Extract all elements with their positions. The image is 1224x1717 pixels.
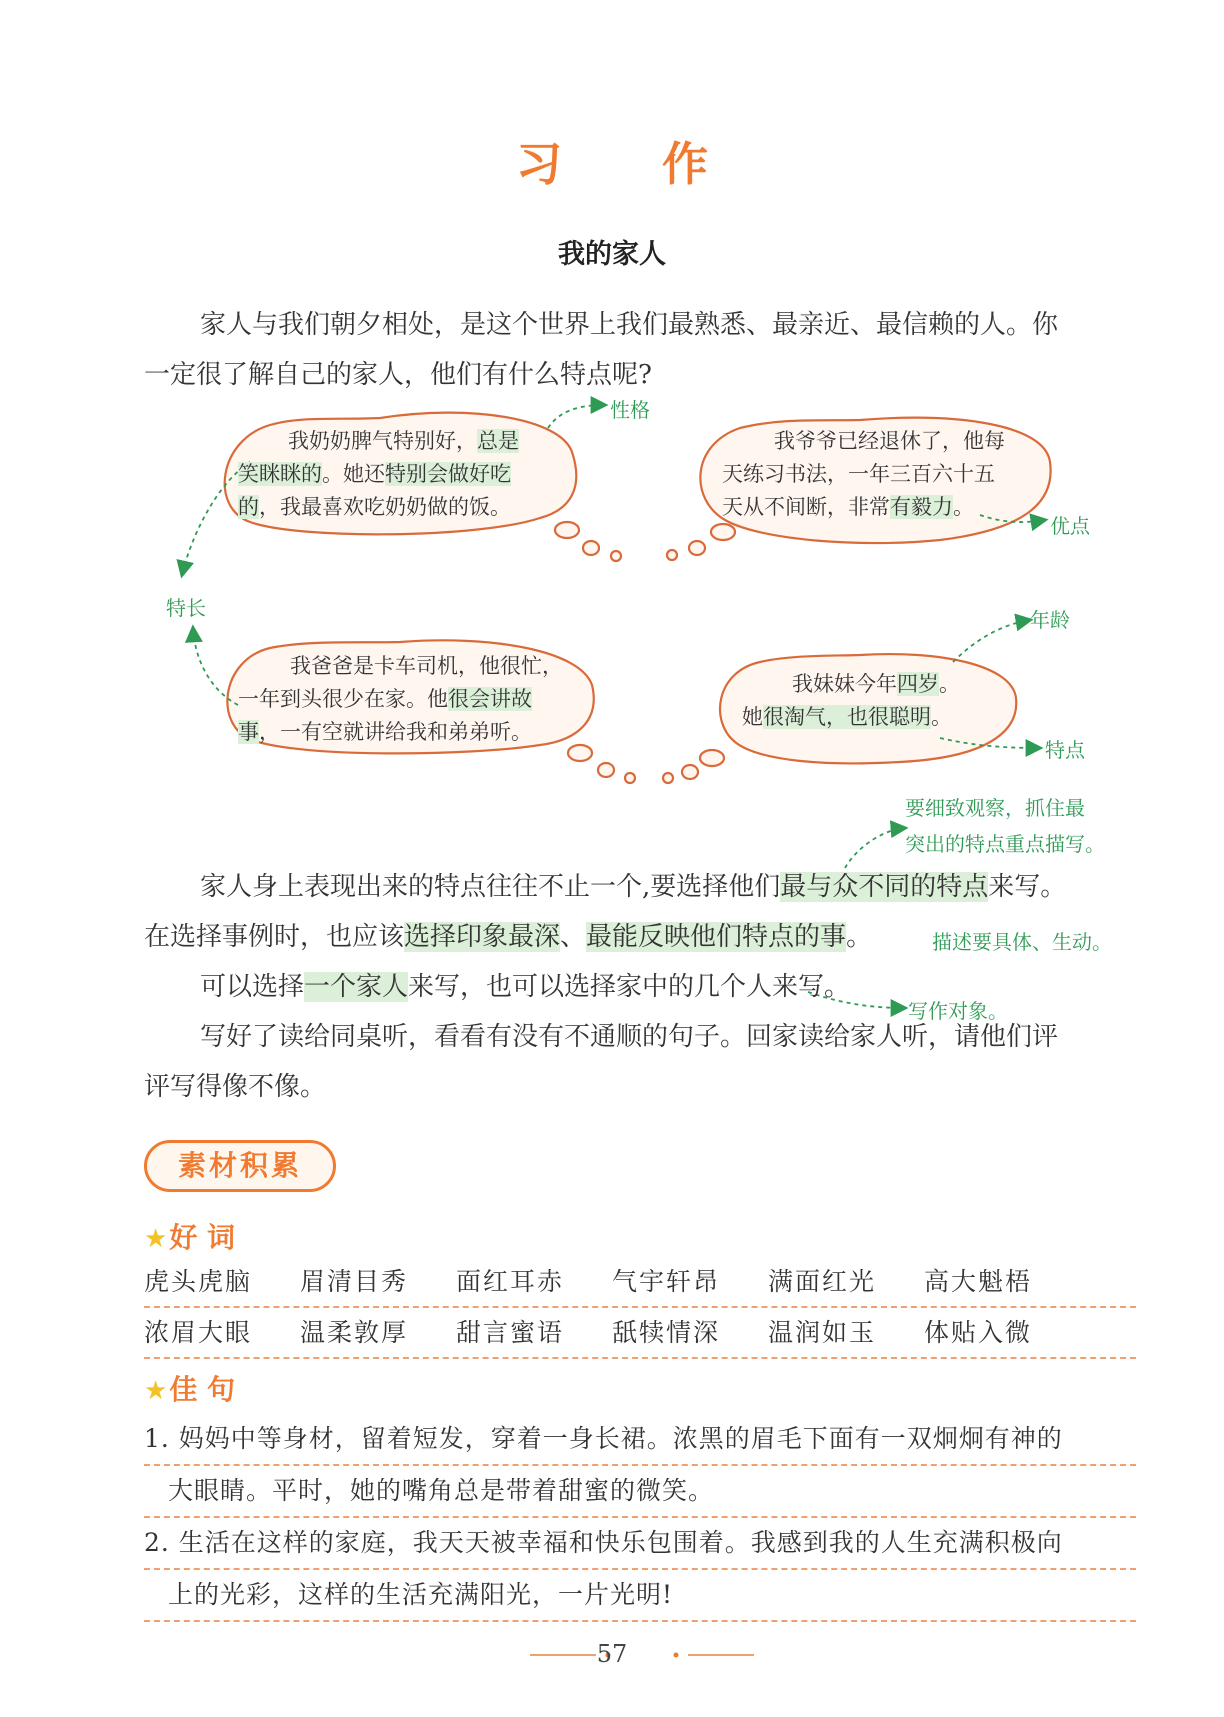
- body-line-2: 在选择事例时，也应该选择印象最深、最能反映他们特点的事。: [144, 922, 873, 952]
- good-word: 虎头虎脑: [144, 1267, 253, 1296]
- body-line-3: 可以选择一个家人来写，也可以选择家中的几个人来写。: [200, 972, 851, 1002]
- section-label-materials: 素材积累: [144, 1140, 336, 1192]
- body-line-4: 写好了读给同桌听，看看有没有不通顺的句子。回家读给家人听，请他们评: [200, 1022, 1059, 1052]
- sentence-2-line-1: 2. 生活在这样的家庭，我天天被幸福和快乐包围着。我感到我的人生充满积极向: [144, 1518, 1136, 1570]
- good-word: 面红耳赤: [456, 1267, 565, 1296]
- sentence-1-line-2: 大眼睛。平时，她的嘴角总是带着甜蜜的微笑。: [144, 1466, 1136, 1518]
- note-age: 年龄: [1030, 608, 1070, 632]
- good-word: 满面红光: [768, 1267, 877, 1296]
- note-target: 写作对象。: [908, 999, 1008, 1023]
- bubble-dad-text: 我爸爸是卡车司机，他很忙， 一年到头很少在家。他很会讲故 事，一有空就讲给我和弟弟听。: [238, 654, 563, 744]
- sentence-1-line-1: 1. 妈妈中等身材，留着短发，穿着一身长裙。浓黑的眉毛下面有一双炯炯有神的: [144, 1414, 1136, 1466]
- good-sentences-heading: ★佳 句: [144, 1373, 236, 1406]
- good-word: 温柔敦厚: [300, 1318, 409, 1347]
- good-word: 眉清目秀: [300, 1267, 409, 1296]
- good-word: 体贴入微: [924, 1318, 1033, 1347]
- note-merit: 优点: [1050, 514, 1090, 538]
- page-number: 57: [596, 1640, 628, 1668]
- good-word: 高大魁梧: [924, 1267, 1033, 1296]
- intro-line-2: 一定很了解自己的家人，他们有什么特点呢?: [144, 360, 652, 390]
- intro-line-1: 家人与我们朝夕相处，是这个世界上我们最熟悉、最亲近、最信赖的人。你: [200, 310, 1059, 340]
- good-word: 气宇轩昂: [612, 1267, 721, 1296]
- note-describe: 描述要具体、生动。: [932, 930, 1112, 954]
- good-words-row-2: [144, 1309, 1136, 1359]
- note-observe: 要细致观察，抓住最 突出的特点重点描写。: [905, 796, 1105, 856]
- note-specialty: 特长: [166, 596, 206, 620]
- bubble-grandma-text: 我奶奶脾气特别好，总是 笑眯眯的。她还特别会做好吃 的，我最喜欢吃奶奶做的饭。: [238, 429, 519, 519]
- body-line-5: 评写得像不像。: [144, 1072, 327, 1102]
- good-words-row-1: [144, 1258, 1136, 1308]
- arrow-age: [953, 620, 1030, 662]
- good-word: 温润如玉: [768, 1318, 877, 1347]
- body-line-1: 家人身上表现出来的特点往往不止一个,要选择他们最与众不同的特点来写。: [200, 872, 1067, 902]
- note-trait: 特点: [1045, 738, 1085, 762]
- note-personality: 性格: [610, 398, 650, 422]
- star-icon: ★: [144, 1376, 168, 1406]
- page-title: 习 作: [515, 137, 750, 191]
- good-word: 甜言蜜语: [456, 1318, 565, 1347]
- good-word: 浓眉大眼: [144, 1318, 253, 1347]
- star-icon: ★: [144, 1224, 168, 1254]
- bubble-sister-text: 我妹妹今年四岁。 她很淘气，也很聪明。: [742, 672, 960, 729]
- essay-subtitle: 我的家人: [558, 239, 666, 270]
- body-paragraphs: [144, 862, 1144, 1112]
- good-words-heading: ★好 词: [144, 1221, 236, 1254]
- sentence-2-line-2: 上的光彩，这样的生活充满阳光，一片光明!: [144, 1570, 1136, 1622]
- bubble-grandpa-text: 我爷爷已经退休了，他每 天练习书法，一年三百六十五 天从不间断，非常有毅力。: [722, 429, 1005, 519]
- good-word: 舐犊情深: [612, 1318, 721, 1347]
